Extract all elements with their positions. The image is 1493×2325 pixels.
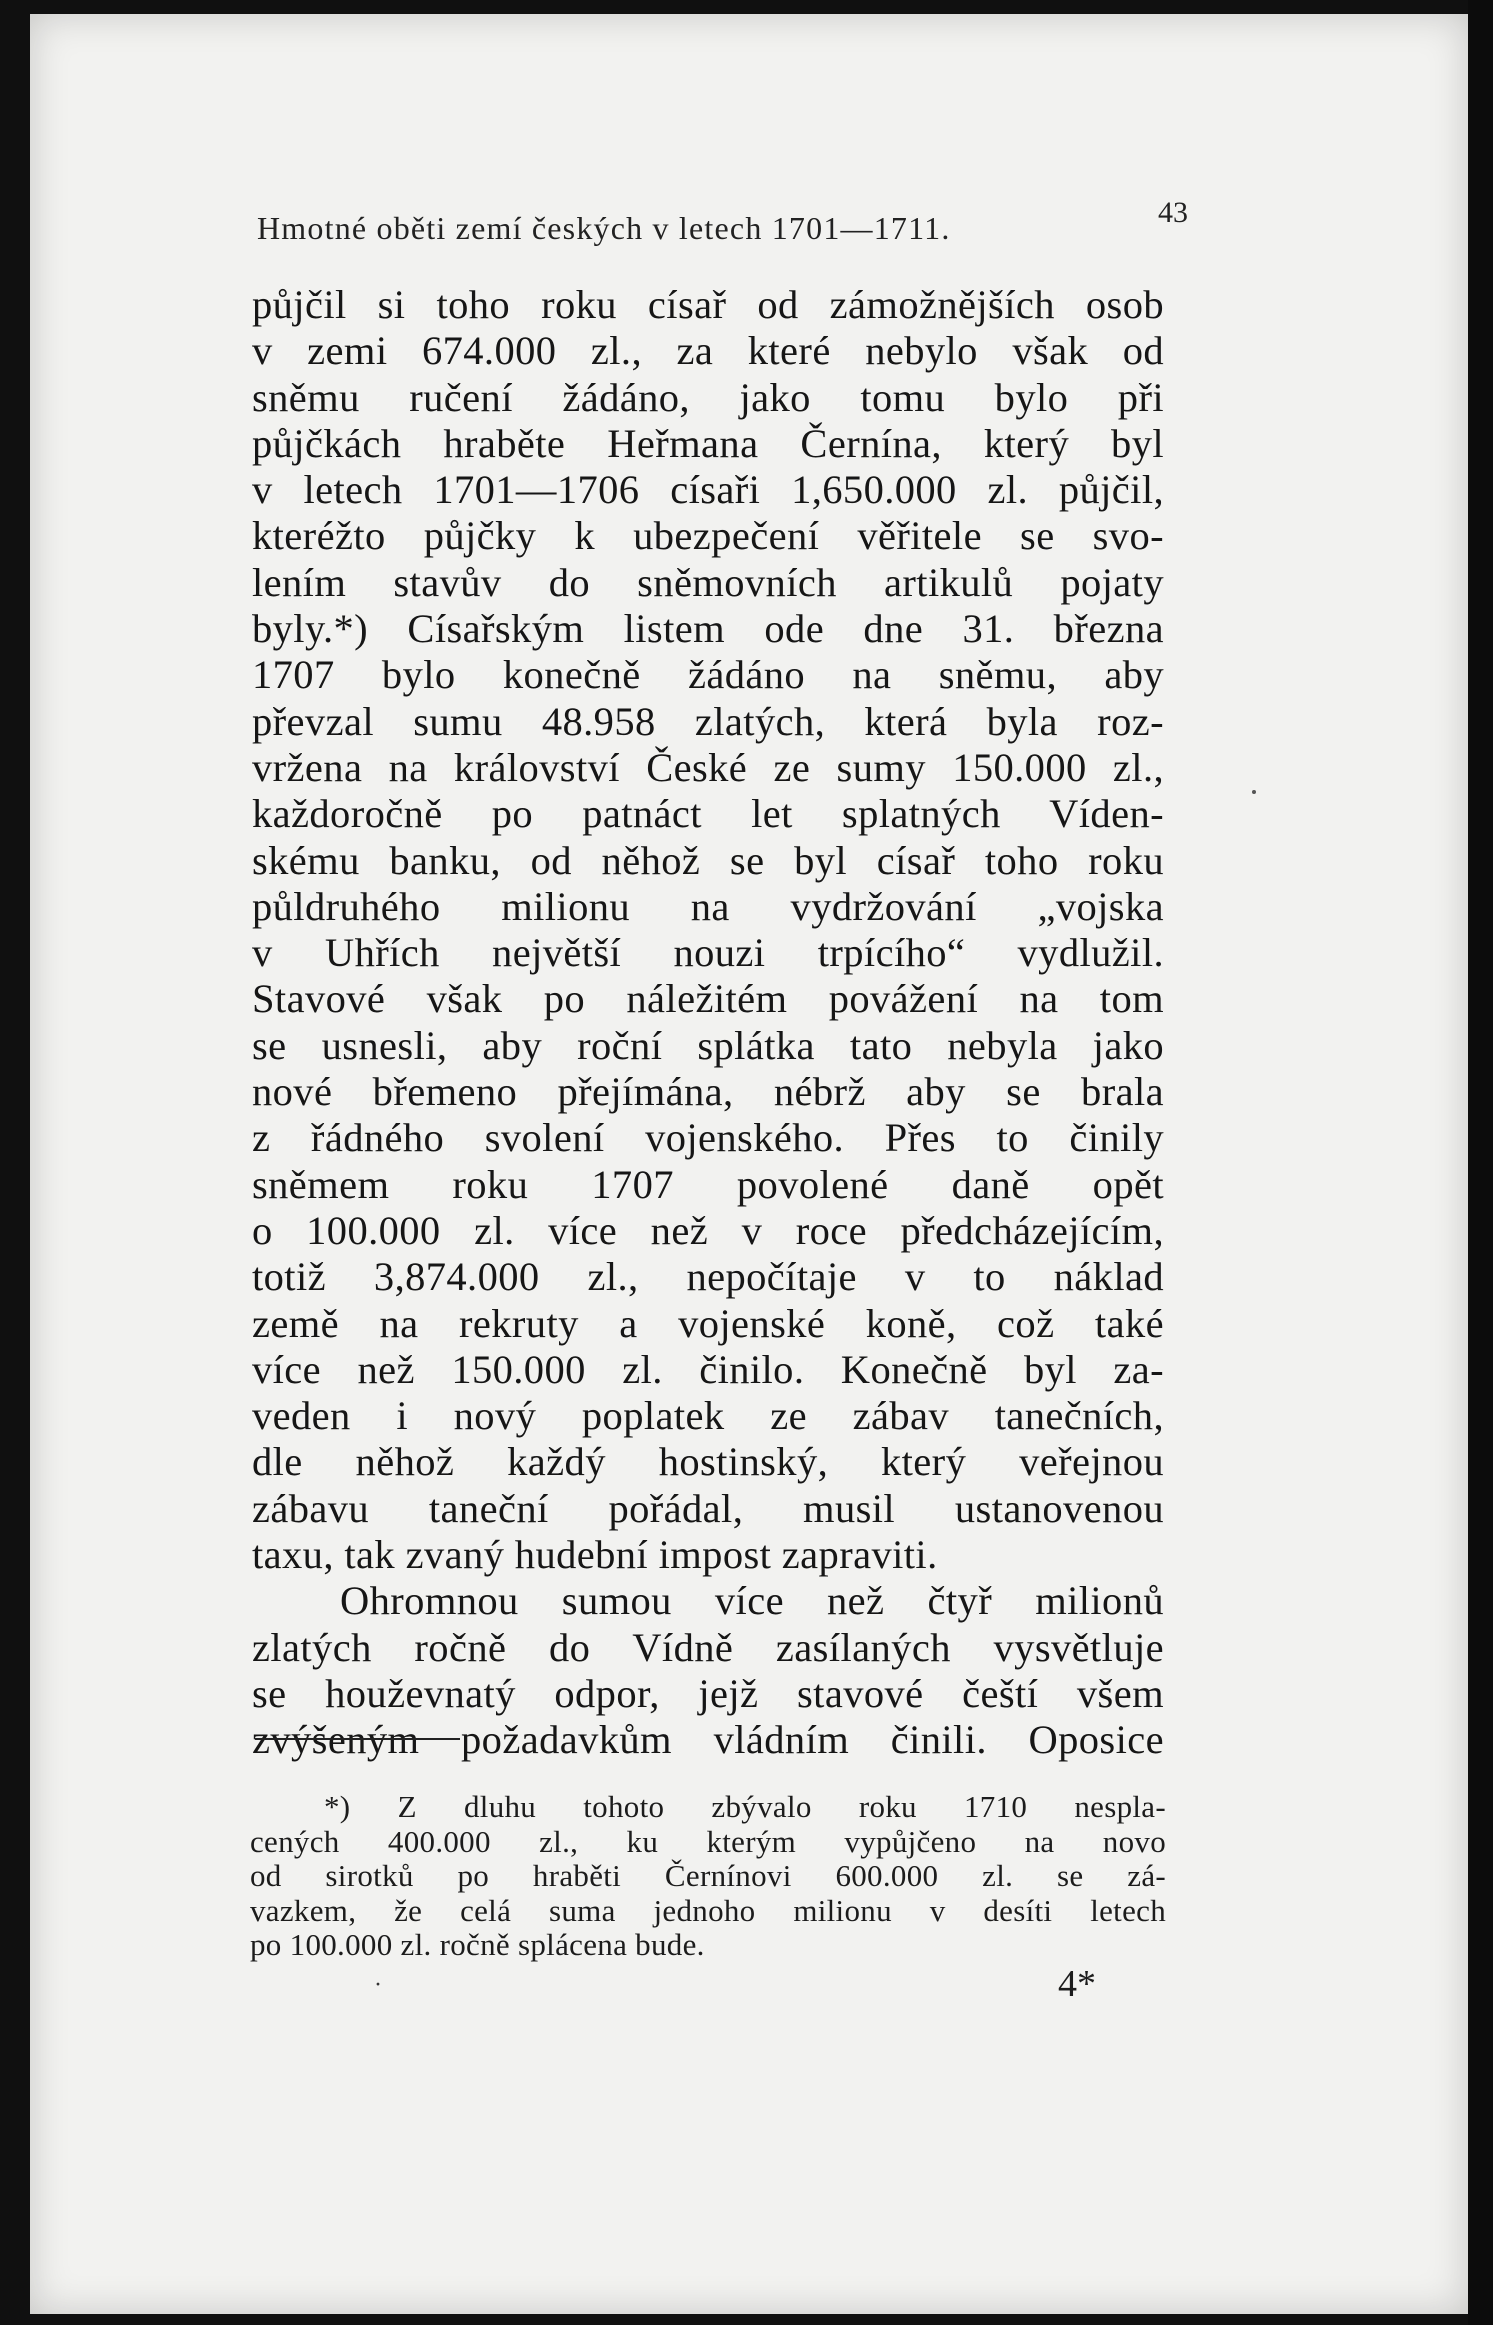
- body-line: skému banku, od něhož se byl císař toho roku: [252, 837, 1164, 883]
- body-line: se houževnatý odpor, jejž stavové čeští všem: [252, 1670, 1164, 1716]
- body-line: lením stavův do sněmovních artikulů pojaty: [252, 559, 1164, 605]
- body-line: půjčkách hraběte Heřmana Černína, který byl: [252, 420, 1164, 466]
- body-line: Stavové však po náležitém povážení na tom: [252, 976, 1164, 1022]
- page-edge-shadow: [1468, 0, 1493, 2325]
- footnote-line: od sirotků po hraběti Černínovi 600.000 zl. se zá-: [250, 1859, 1166, 1894]
- footnote-line: *) Z dluhu tohoto zbývalo roku 1710 nespla-: [324, 1790, 1166, 1824]
- body-line: nové břemeno přejímána, nébrž aby se brala: [252, 1069, 1164, 1115]
- body-line: v Uhřích největší nouzi trpícího“ vydlužil.: [252, 930, 1164, 976]
- body-line: se usnesli, aby roční splátka tato nebyla jako: [252, 1022, 1164, 1068]
- body-line: byly.*) Císařským listem ode dne 31. března: [252, 606, 1164, 652]
- body-line: kteréžto půjčky k ubezpečení věřitele se svo-: [252, 513, 1164, 559]
- footnote-rule: [255, 1738, 460, 1740]
- body-line: více než 150.000 zl. činilo. Konečně byl za-: [252, 1346, 1164, 1392]
- body-line: zvýšeným požadavkům vládním činili. Oposice: [252, 1717, 1164, 1763]
- running-head: Hmotné oběti zemí českých v letech 1701—1711.: [257, 210, 951, 246]
- body-line: sněmem roku 1707 povolené daně opět: [252, 1161, 1164, 1207]
- body-line: půjčil si toho roku císař od zámožnějších osob: [252, 282, 1164, 327]
- body-line: z řádného svolení vojenského. Přes to činily: [252, 1115, 1164, 1161]
- body-text: [252, 282, 1164, 1764]
- signature-mark: 4*: [1058, 1963, 1096, 2005]
- print-dot: ·: [374, 1972, 382, 1998]
- body-line: v letech 1701—1706 císaři 1,650.000 zl. půjčil,: [252, 467, 1164, 513]
- print-speck: [1252, 790, 1256, 794]
- body-line: zábavu taneční pořádal, musil ustanovenou: [252, 1485, 1164, 1531]
- body-line: sněmu ručení žádáno, jako tomu bylo při: [252, 374, 1164, 420]
- paragraph-start-line: Ohromnou sumou více než čtyř milionů: [340, 1578, 1164, 1624]
- body-line: v zemi 674.000 zl., za které nebylo však od: [252, 328, 1164, 374]
- body-line: zlatých ročně do Vídně zasílaných vysvětluje: [252, 1624, 1164, 1670]
- body-line: každoročně po patnáct let splatných Víden-: [252, 791, 1164, 837]
- body-line: země na rekruty a vojenské koně, což také: [252, 1300, 1164, 1346]
- footnote-line: cených 400.000 zl., ku kterým vypůjčeno na novo: [250, 1824, 1166, 1859]
- body-line: 1707 bylo konečně žádáno na sněmu, aby: [252, 652, 1164, 698]
- body-line: půldruhého milionu na vydržování „vojska: [252, 883, 1164, 929]
- body-line: dle něhož každý hostinský, který veřejnou: [252, 1439, 1164, 1485]
- body-line: totiž 3,874.000 zl., nepočítaje v to náklad: [252, 1254, 1164, 1300]
- body-line: veden i nový poplatek ze zábav tanečních,: [252, 1393, 1164, 1439]
- footnote-line: po 100.000 zl. ročně splácena bude.: [250, 1928, 705, 1963]
- page-number: 43: [1158, 196, 1188, 229]
- body-line: převzal sumu 48.958 zlatých, která byla roz-: [252, 698, 1164, 744]
- body-line: o 100.000 zl. více než v roce předcházejícím,: [252, 1207, 1164, 1253]
- footnote-line: vazkem, že celá suma jednoho milionu v desíti letech: [250, 1893, 1166, 1928]
- footnote: [250, 1790, 1166, 1963]
- body-line: taxu, tak zvaný hudební impost zapraviti.: [252, 1532, 938, 1578]
- body-line: vržena na království České ze sumy 150.000 zl.,: [252, 744, 1164, 790]
